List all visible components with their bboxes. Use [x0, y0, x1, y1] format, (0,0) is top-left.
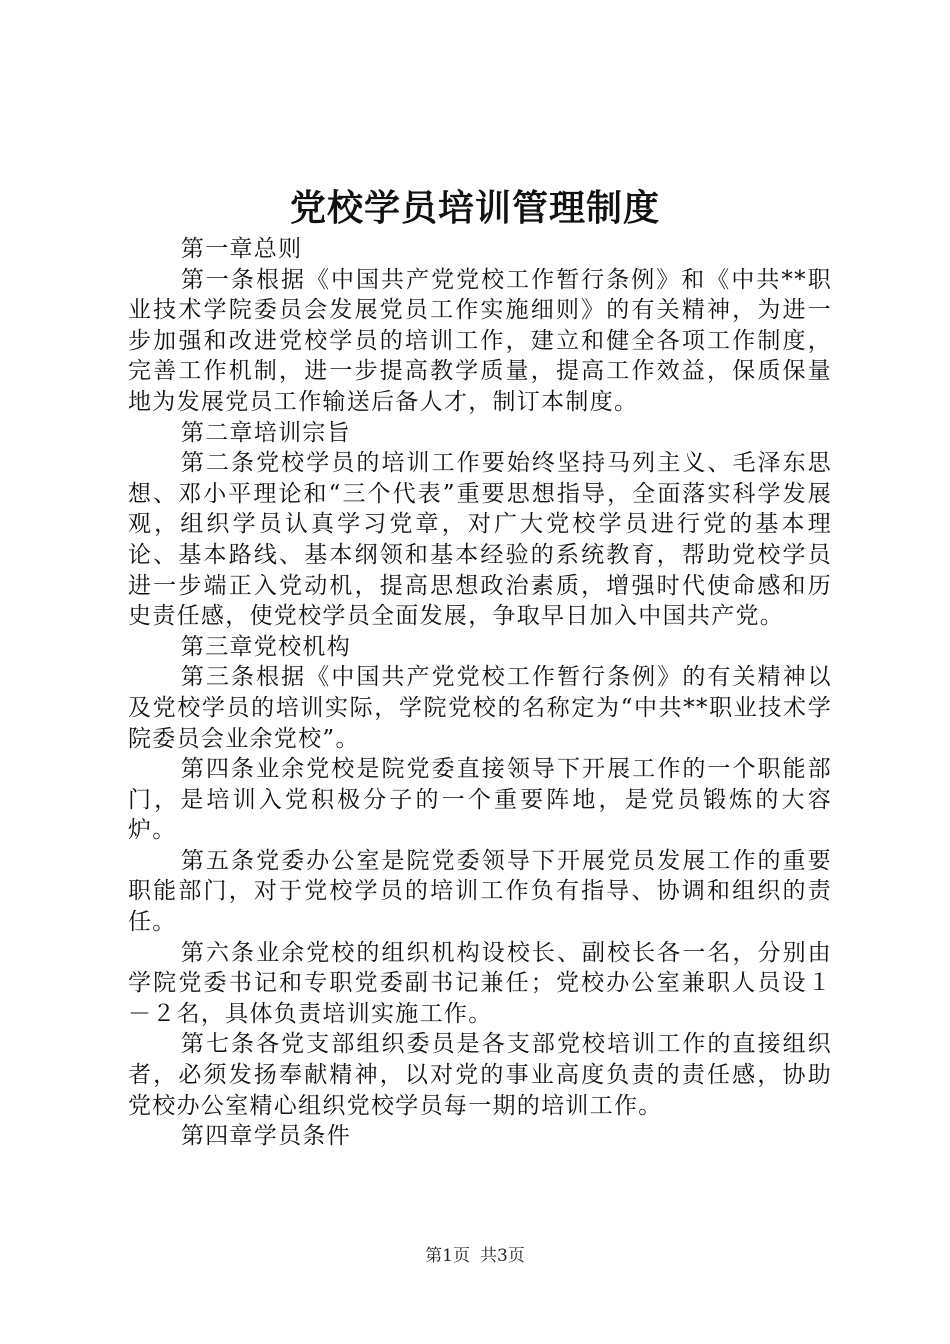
chapter-heading: 第三章党校机构 — [180, 633, 351, 660]
article-paragraph: 第四条业余党校是院党委直接领导下开展工作的一个职能部门，是培训入党积极分子的一个重要阵地，是党员锻炼的大容炉。 — [128, 756, 832, 844]
page-total: 共3页 — [480, 1246, 525, 1266]
article-paragraph: 第二条党校学员的培训工作要始终坚持马列主义、毛泽东思想、邓小平理论和“三个代表”重要思想指导，全面落实科学发展观，组织学员认真学习党章，对广大党校学员进行党的基本理论、基本路线、基本纲领和基本经验的系统教育，帮助党校学员进一步端正入党动机，提高思想政治素质，增强时代使命感和历史责任感，使党校学员全面发展，争取早日加入中国共产党。 — [128, 450, 832, 630]
document-title: 党校学员培训管理制度 — [289, 187, 660, 229]
article-paragraph: 第三条根据《中国共产党党校工作暂行条例》的有关精神以及党校学员的培训实际，学院党校的名称定为“中共**职业技术学院委员会业余党校”。 — [128, 664, 832, 752]
chapter-heading: 第四章学员条件 — [180, 1123, 351, 1150]
page-number: 第1页 — [425, 1246, 470, 1266]
article-paragraph: 第七条各党支部组织委员是各支部党校培训工作的直接组织者，必须发扬奉献精神，以对党的事业高度负责的责任感，协助党校办公室精心组织党校学员每一期的培训工作。 — [128, 1031, 832, 1119]
document-body — [128, 234, 832, 1152]
page-footer — [0, 1244, 950, 1268]
chapter-heading: 第二章培训宗旨 — [180, 419, 351, 446]
article-paragraph: 第六条业余党校的组织机构设校长、副校长各一名，分别由学院党委书记和专职党委副书记兼任；党校办公室兼职人员设１－２名，具体负责培训实施工作。 — [128, 939, 832, 1027]
article-paragraph: 第五条党委办公室是院党委领导下开展党员发展工作的重要职能部门，对于党校学员的培训工作负有指导、协调和组织的责任。 — [128, 847, 832, 936]
article-paragraph: 第一条根据《中国共产党党校工作暂行条例》和《中共**职业技术学院委员会发展党员工作实施细则》的有关精神，为进一步加强和改进党校学员的培训工作，建立和健全各项工作制度，完善工作机制，进一步提高教学质量，提高工作效益，保质保量地为发展党员工作输送后备人才，制订本制度。 — [128, 266, 832, 415]
chapter-heading: 第一章总则 — [180, 236, 303, 262]
